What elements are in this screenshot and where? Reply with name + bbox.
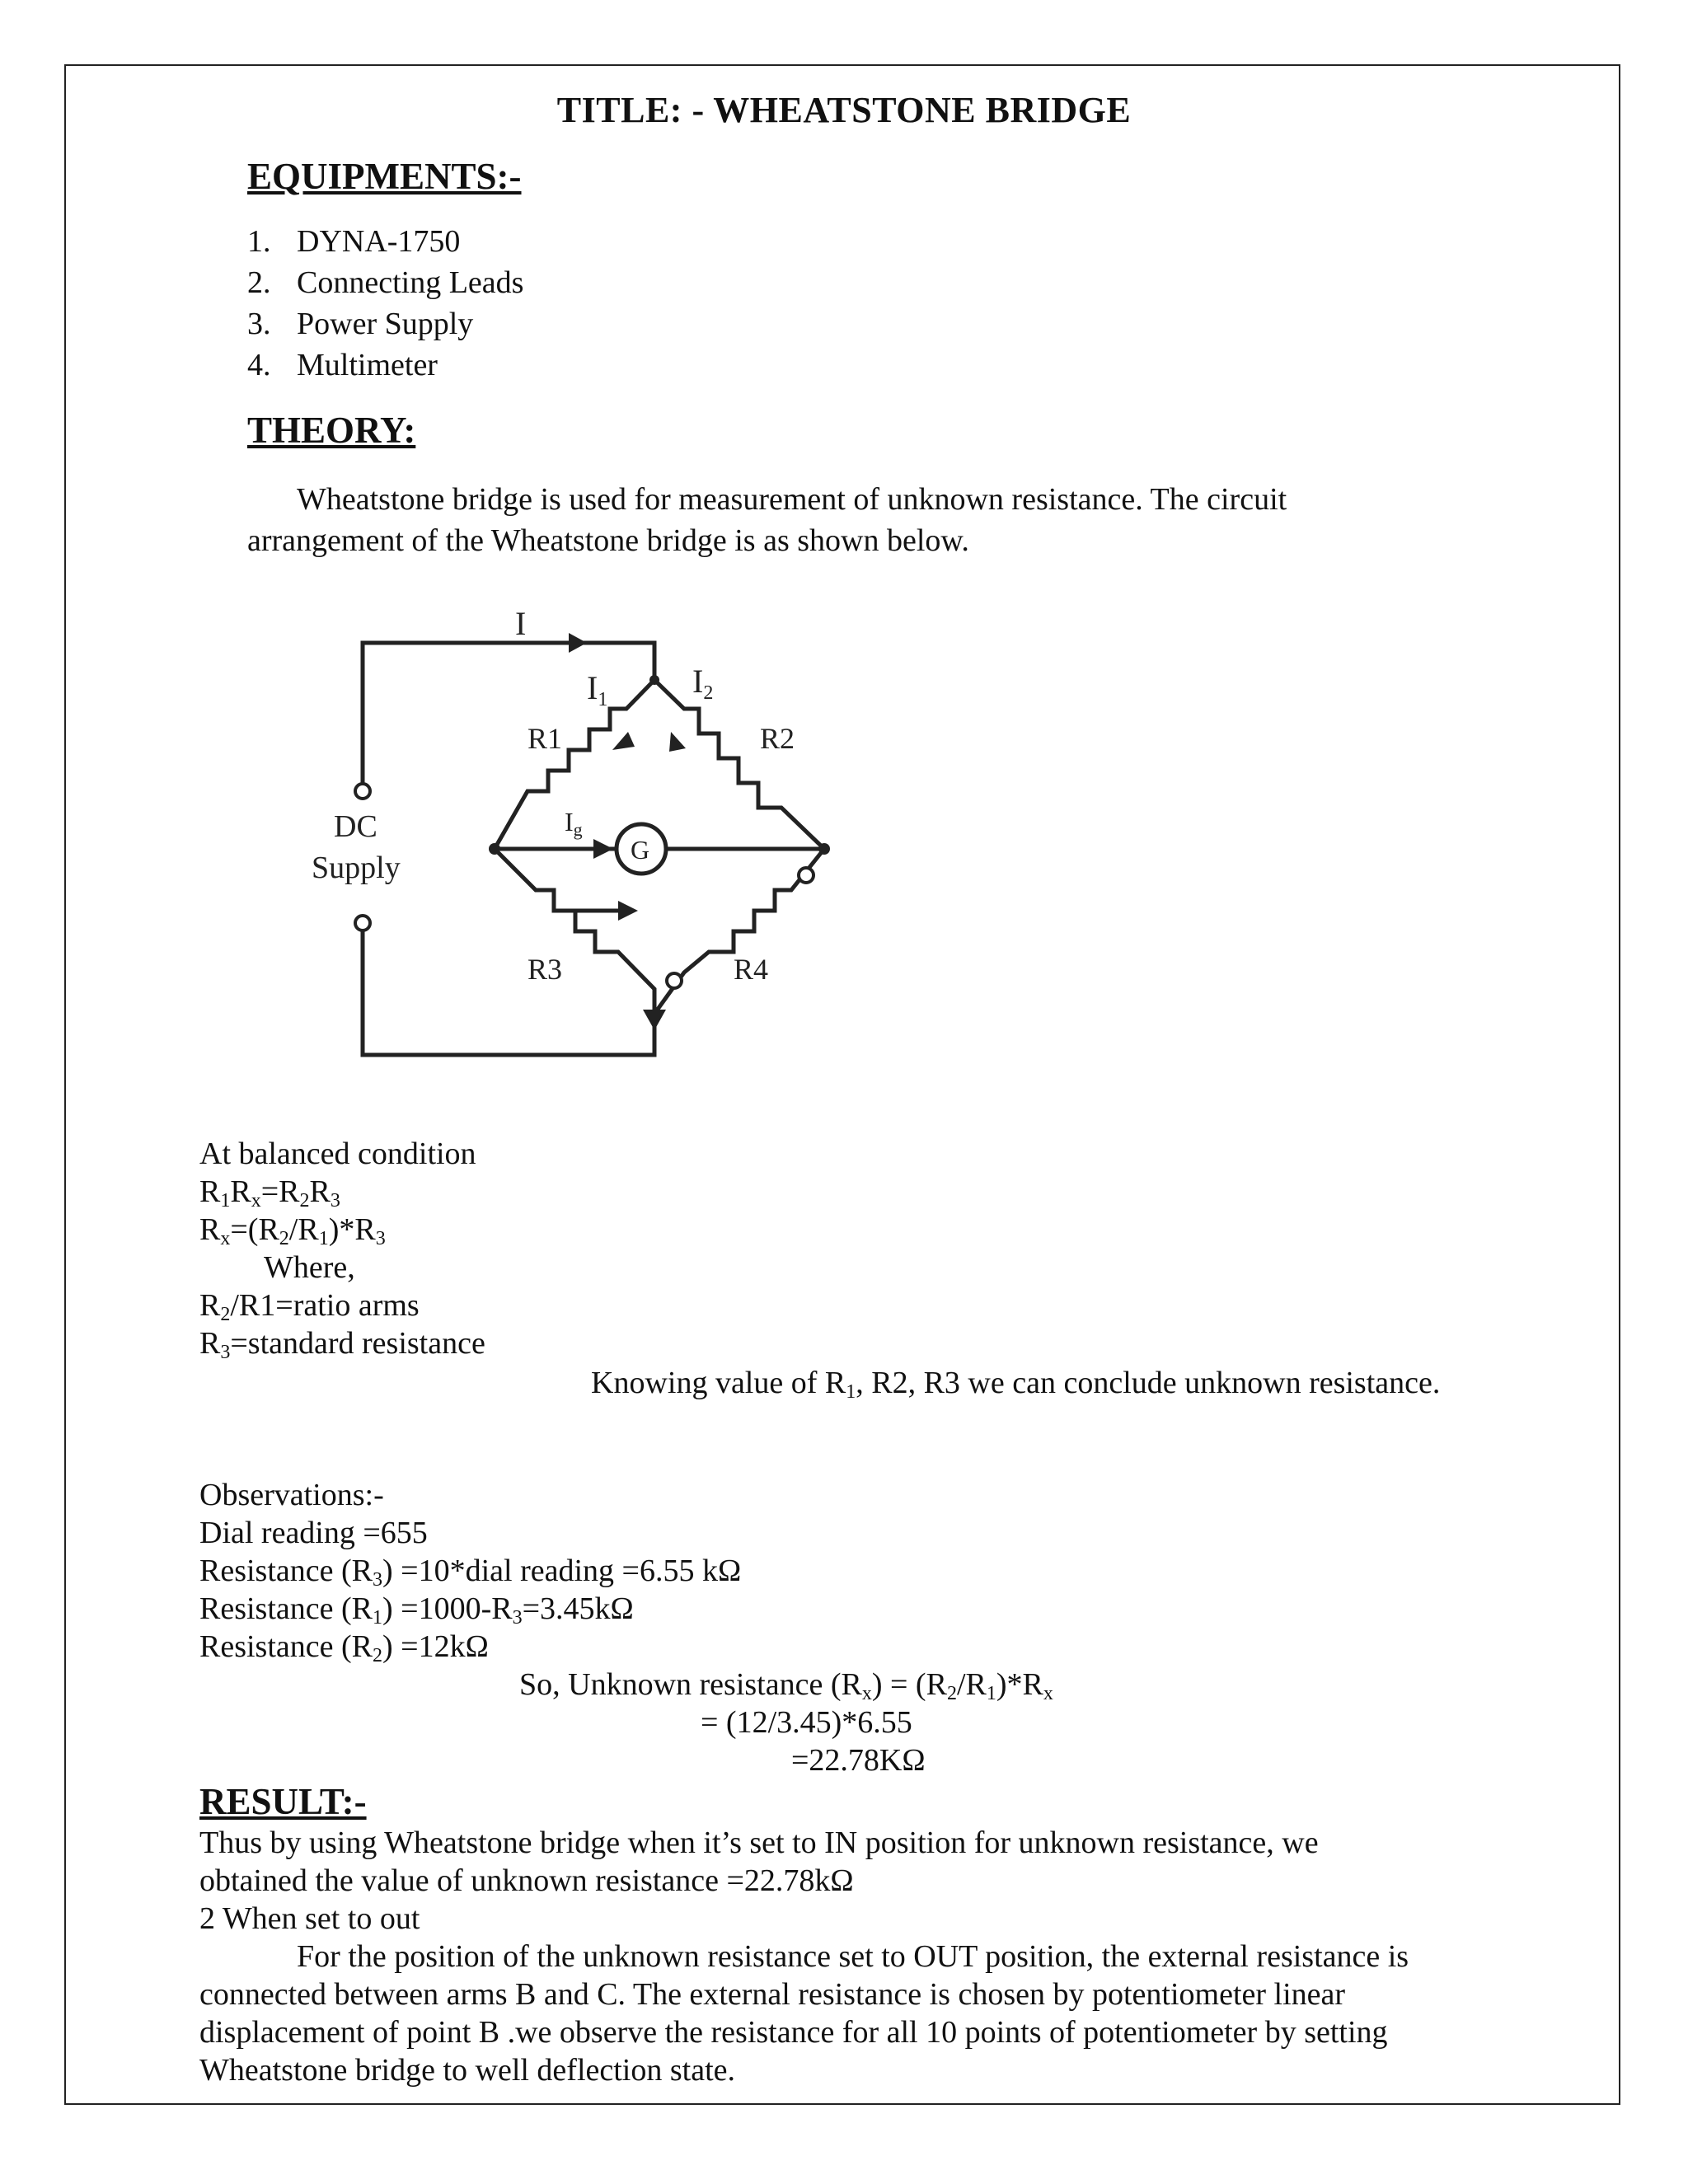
current-arrow-icon — [612, 732, 635, 750]
list-item: 3. Power Supply — [247, 307, 474, 341]
label-current-i: I — [515, 605, 527, 642]
junction-dot — [489, 843, 500, 855]
theory-line-1: Wheatstone bridge is used for measurement of unknown resistance. The circuit — [297, 482, 1287, 517]
calculation-answer: =22.78KΩ — [791, 1743, 926, 1778]
list-item: 2. Connecting Leads — [247, 265, 524, 300]
current-arrow-icon — [669, 732, 686, 752]
current-arrow-icon — [643, 1010, 666, 1030]
ratio-arms-definition: $R_2/R1=ratio$ arms — [199, 1288, 420, 1325]
label-galvanometer: G — [631, 835, 650, 865]
result-line-3: 2 When set to out — [199, 1901, 420, 1936]
list-item: 4. Multimeter — [247, 348, 438, 382]
equipments-heading: EQUIPMENTS:- — [247, 156, 522, 197]
supply-terminal-icon — [355, 916, 370, 930]
balance-intro: At balanced condition — [199, 1137, 476, 1171]
r3-resistor — [495, 849, 654, 1014]
result-line-1: Thus by using Wheatstone bridge when it’s set to IN position for unknown resistance, we — [199, 1825, 1319, 1860]
result-line-4: For the position of the unknown resistance set to OUT position, the external resistance is — [297, 1939, 1409, 1974]
label-r2: R2 — [760, 722, 795, 755]
label-current-ig: Ig — [565, 807, 583, 840]
balance-equation-2: $R_x=(R_2/R_1)*R_3$ — [199, 1212, 386, 1249]
calculation-step: = (12/3.45)*6.55 — [701, 1705, 912, 1740]
where-label: Where, — [264, 1250, 355, 1285]
label-supply-dc: DC — [334, 809, 377, 844]
label-r1: R1 — [528, 722, 563, 755]
label-current-i2: $I_2$ — [692, 663, 714, 704]
equipment-list — [247, 221, 523, 386]
r2-resistor — [654, 680, 824, 849]
current-arrow-icon — [593, 839, 613, 859]
result-line-5: connected between arms B and C. The external resistance is chosen by potentiometer linear — [199, 1977, 1346, 2012]
result-line-2: obtained the value of unknown resistance =22.78kΩ — [199, 1863, 854, 1898]
balance-equation-1: $R_1R_x=R_2R_3$ — [199, 1174, 340, 1212]
result-heading: RESULT:- — [199, 1781, 367, 1822]
label-current-i1: $I_1$ — [587, 669, 608, 710]
list-item: 1. DYNA-1750 — [247, 224, 461, 259]
junction-dot — [818, 843, 830, 855]
junction-dot — [649, 675, 659, 685]
wheatstone-bridge-diagram — [247, 585, 907, 1113]
resistance-r3: Resistance $(R_3)$ =10*dial reading =6.55 kΩ — [199, 1554, 742, 1591]
page-title: TITLE: - WHEATSTONE BRIDGE — [556, 90, 1132, 130]
bottom-wire — [363, 930, 654, 1055]
label-r3: R3 — [528, 953, 563, 986]
standard-resistance-definition: $R_3=standard$ resistance — [199, 1326, 485, 1363]
supply-terminal-icon — [355, 784, 370, 799]
label-supply: Supply — [312, 851, 401, 885]
current-arrow-icon — [569, 633, 587, 653]
observations-heading: Observations:- — [199, 1478, 384, 1512]
terminal-icon — [799, 868, 814, 883]
resistance-r2: Resistance $(R_2) =12k\Omega$ — [199, 1629, 489, 1666]
rheostat-arrow-icon — [618, 901, 638, 921]
label-r4: R4 — [734, 953, 769, 986]
result-line-7: Wheatstone bridge to well deflection state. — [199, 2053, 735, 2088]
resistance-r1: Resistance $(R_1) =1000-R_3=3.45k\Omega$ — [199, 1591, 634, 1629]
theory-line-2: arrangement of the Wheatstone bridge is as shown below. — [247, 523, 969, 558]
theory-heading: THEORY: — [247, 410, 416, 451]
dial-reading: Dial reading =655 — [199, 1516, 428, 1550]
result-line-6: displacement of point B .we observe the resistance for all 10 points of potentiometer by setting — [199, 2015, 1388, 2050]
knowing-line: Knowing value of $R_1$, R2, R3 we can conclude unknown resistance. — [591, 1366, 1441, 1403]
terminal-icon — [667, 973, 682, 988]
unknown-resistance-formula: So, Unknown resistance $(R_x) = (R_2/R_1)*R_x$ — [519, 1667, 1053, 1704]
